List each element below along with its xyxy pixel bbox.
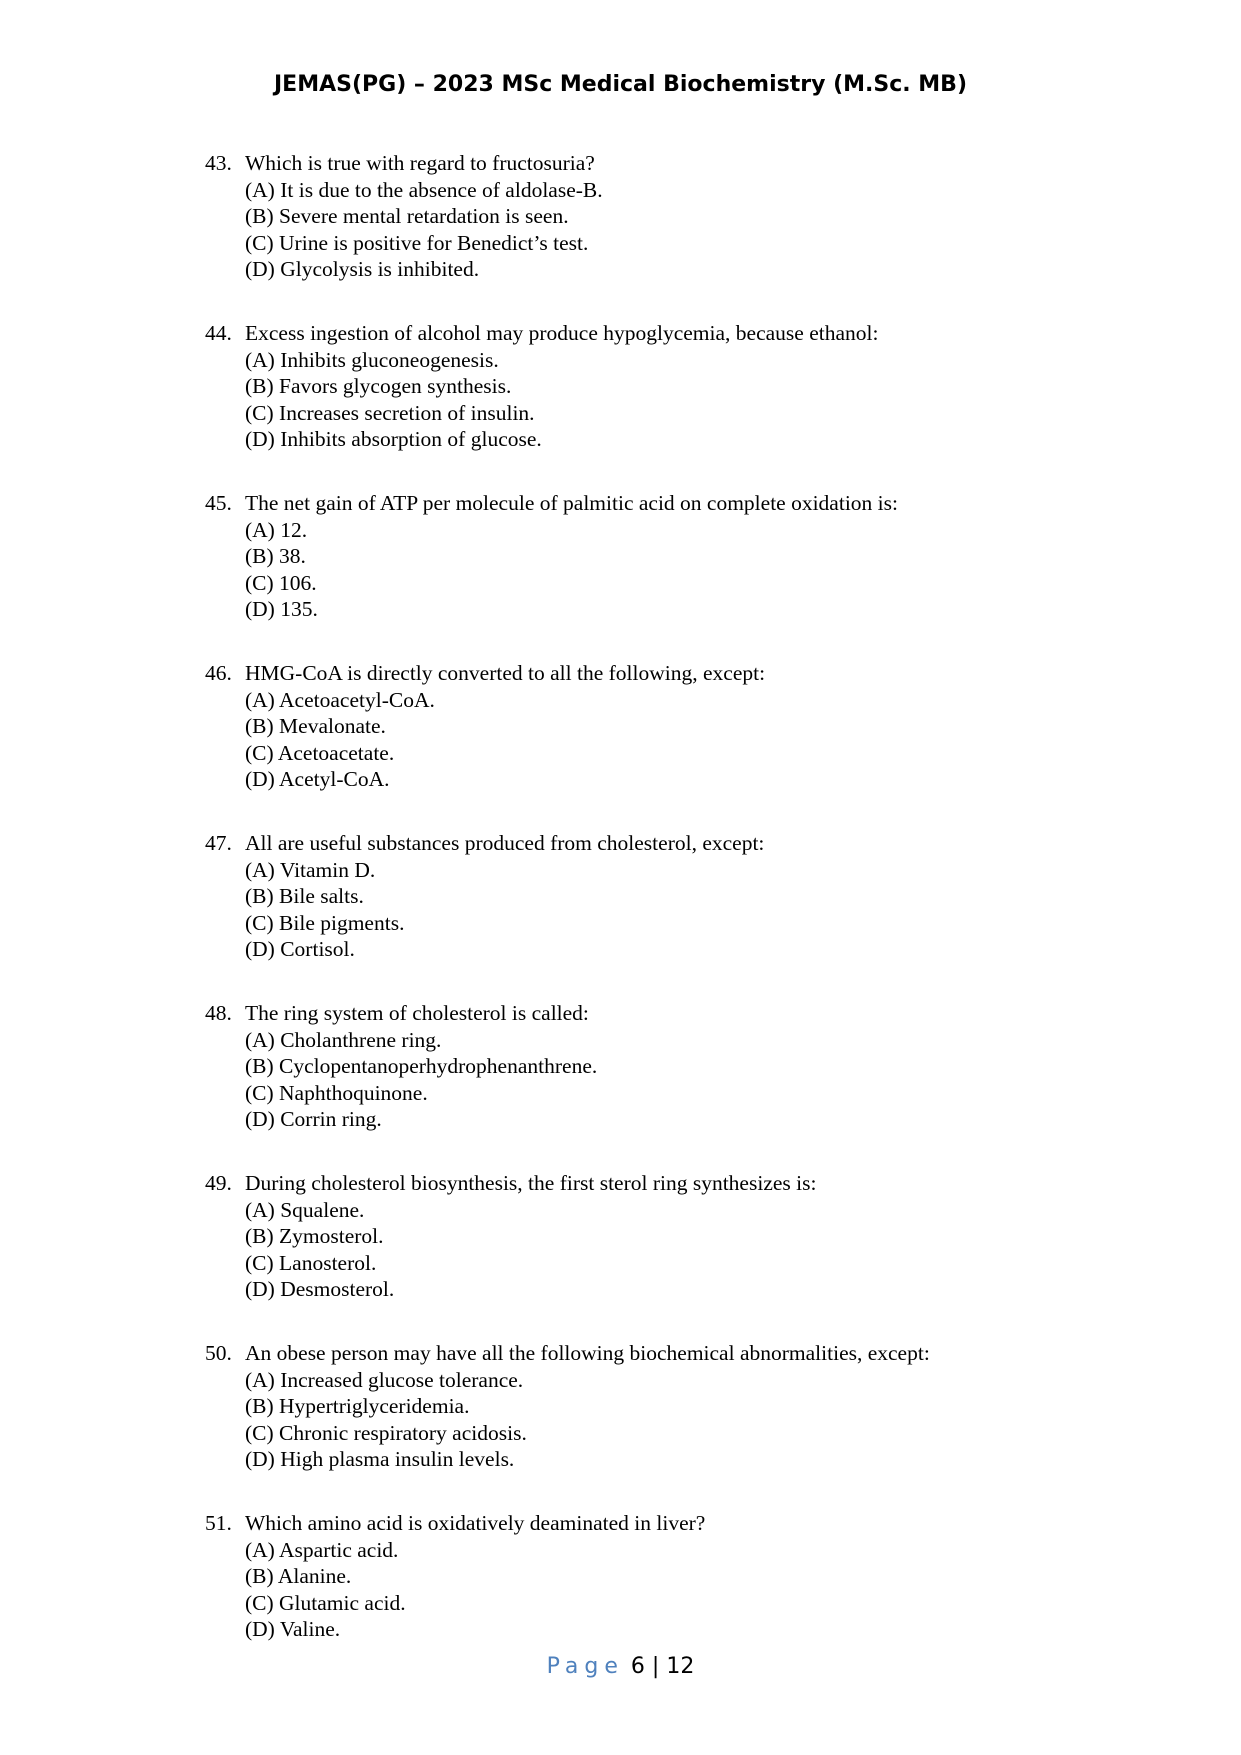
question-stem — [205, 320, 1205, 347]
option-c: (C) Naphthoquinone. — [245, 1080, 428, 1105]
question-text: During cholesterol biosynthesis, the first sterol ring synthesizes is: — [245, 1171, 817, 1195]
question-text: HMG-CoA is directly converted to all the following, except: — [245, 661, 766, 685]
document-title: JEMAS(PG) – 2023 MSc Medical Biochemistry (M.Sc. MB) — [274, 72, 967, 97]
option-b: (B) Bile salts. — [245, 884, 364, 908]
option-list — [205, 1367, 1205, 1473]
question-number: 45. — [205, 491, 232, 515]
option-list — [205, 1197, 1205, 1303]
question-number: 47. — [205, 831, 232, 855]
question-44 — [205, 320, 1205, 453]
option-list — [205, 347, 1205, 453]
option-d: (D) Valine. — [245, 1617, 341, 1641]
option-list — [205, 687, 1205, 793]
option-c: (C) Urine is positive for Benedict’s test. — [245, 230, 589, 255]
option-a: (A) 12. — [245, 517, 308, 542]
option-c: (C) Increases secretion of insulin. — [245, 400, 535, 425]
option-c: (C) 106. — [245, 570, 317, 595]
option-b: (B) Cyclopentanoperhydrophenanthrene. — [245, 1054, 598, 1078]
question-number: 49. — [205, 1171, 232, 1195]
option-d: (D) High plasma insulin levels. — [245, 1447, 515, 1471]
question-51 — [205, 1510, 1205, 1643]
question-49 — [205, 1170, 1205, 1303]
question-text: An obese person may have all the following biochemical abnormalities, except: — [245, 1341, 930, 1365]
question-number: 46. — [205, 661, 232, 685]
option-d: (D) Inhibits absorption of glucose. — [245, 427, 542, 451]
option-c: (C) Acetoacetate. — [245, 740, 395, 765]
question-stem — [205, 490, 1205, 517]
page-separator: | — [651, 1654, 660, 1679]
option-a: (A) Acetoacetyl-CoA. — [245, 687, 435, 712]
question-46 — [205, 660, 1205, 793]
option-a: (A) Squalene. — [245, 1197, 365, 1222]
option-a: (A) Aspartic acid. — [245, 1537, 399, 1562]
question-50 — [205, 1340, 1205, 1473]
question-text: Which is true with regard to fructosuria? — [245, 151, 595, 175]
option-a: (A) Cholanthrene ring. — [245, 1027, 442, 1052]
option-list — [205, 1537, 1205, 1643]
current-page-number: 6 — [630, 1654, 645, 1679]
option-c: (C) Glutamic acid. — [245, 1590, 406, 1615]
option-d: (D) Corrin ring. — [245, 1107, 382, 1131]
question-47 — [205, 830, 1205, 963]
page-label: Page — [546, 1654, 624, 1679]
question-stem — [205, 830, 1205, 857]
option-d: (D) Desmosterol. — [245, 1277, 395, 1301]
option-b: (B) Severe mental retardation is seen. — [245, 204, 569, 228]
question-number: 50. — [205, 1341, 232, 1365]
option-b: (B) 38. — [245, 544, 306, 568]
option-c: (C) Bile pigments. — [245, 910, 405, 935]
option-d: (D) Acetyl-CoA. — [245, 767, 390, 791]
option-list — [205, 857, 1205, 963]
option-list — [205, 1027, 1205, 1133]
option-list — [205, 177, 1205, 283]
question-stem — [205, 1340, 1205, 1367]
question-stem — [205, 660, 1205, 687]
option-b: (B) Favors glycogen synthesis. — [245, 374, 512, 398]
question-list — [205, 150, 1205, 1680]
question-text: All are useful substances produced from cholesterol, except: — [245, 831, 765, 855]
question-stem — [205, 1170, 1205, 1197]
question-text: Excess ingestion of alcohol may produce hypoglycemia, because ethanol: — [245, 321, 879, 345]
option-a: (A) Increased glucose tolerance. — [245, 1367, 524, 1392]
option-d: (D) Glycolysis is inhibited. — [245, 257, 480, 281]
page-footer — [0, 1654, 1241, 1679]
question-45 — [205, 490, 1205, 623]
total-pages-number: 12 — [666, 1654, 695, 1679]
option-b: (B) Alanine. — [245, 1564, 352, 1588]
question-number: 48. — [205, 1001, 232, 1025]
option-d: (D) Cortisol. — [245, 937, 355, 961]
question-text: The ring system of cholesterol is called: — [245, 1001, 589, 1025]
question-number: 43. — [205, 151, 232, 175]
option-b: (B) Hypertriglyceridemia. — [245, 1394, 470, 1418]
question-text: The net gain of ATP per molecule of palmitic acid on complete oxidation is: — [245, 491, 898, 515]
question-stem — [205, 150, 1205, 177]
option-a: (A) Vitamin D. — [245, 857, 376, 882]
option-a: (A) It is due to the absence of aldolase-B. — [245, 177, 603, 202]
option-list — [205, 517, 1205, 623]
question-stem — [205, 1000, 1205, 1027]
question-number: 51. — [205, 1511, 232, 1535]
option-c: (C) Lanosterol. — [245, 1250, 377, 1275]
option-b: (B) Mevalonate. — [245, 714, 386, 738]
question-number: 44. — [205, 321, 232, 345]
question-stem — [205, 1510, 1205, 1537]
page-header — [0, 72, 1241, 97]
question-text: Which amino acid is oxidatively deaminated in liver? — [245, 1511, 706, 1535]
option-b: (B) Zymosterol. — [245, 1224, 384, 1248]
question-48 — [205, 1000, 1205, 1133]
option-d: (D) 135. — [245, 597, 318, 621]
option-c: (C) Chronic respiratory acidosis. — [245, 1420, 527, 1445]
question-43 — [205, 150, 1205, 283]
option-a: (A) Inhibits gluconeogenesis. — [245, 347, 499, 372]
